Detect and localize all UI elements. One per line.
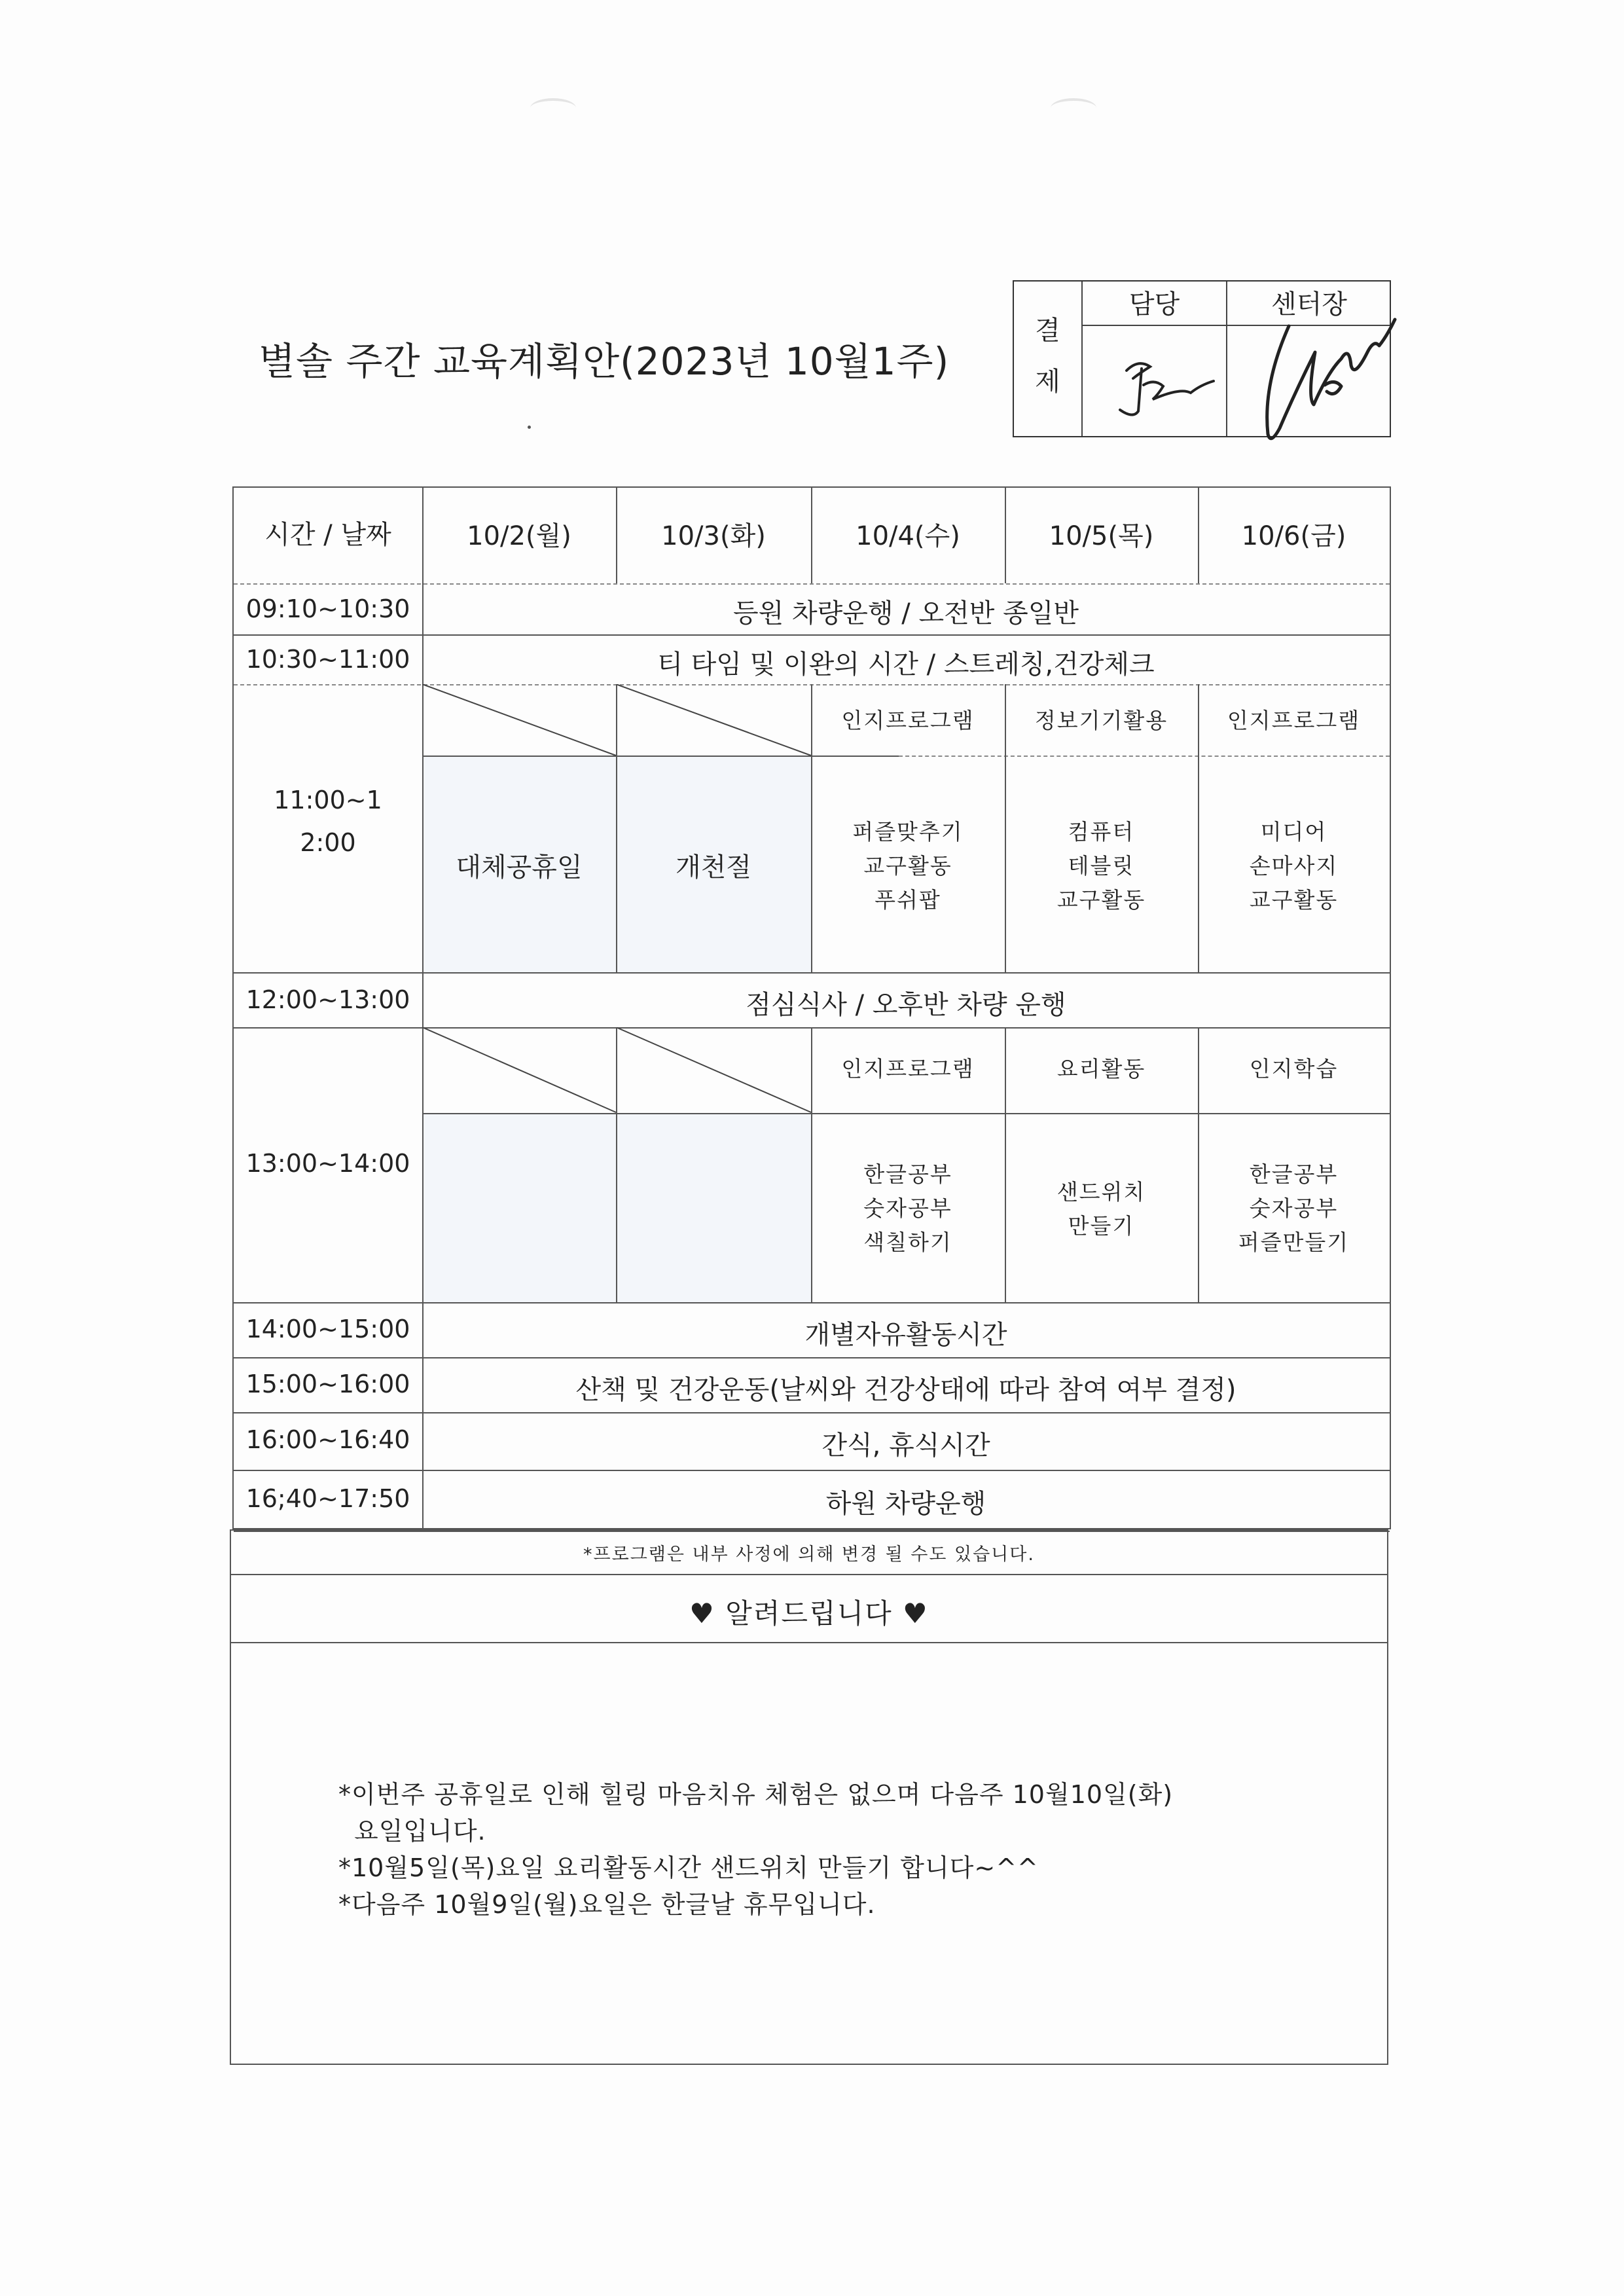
time-cell: 11:00~1 — [274, 786, 382, 814]
notice-heading — [231, 1592, 1387, 1631]
notice-line: *10월5일(목)요일 요리활동시간 샌드위치 만들기 합니다~^^ — [338, 1853, 1039, 1882]
empty-cell-slash — [422, 1027, 812, 1113]
row-divider — [234, 1470, 1390, 1471]
time-cell: 10:30~11:00 — [245, 645, 410, 674]
program-item: 한글공부 — [1249, 1161, 1339, 1187]
holiday-label: 대체공휴일 — [456, 852, 583, 883]
time-cell: 12:00~13:00 — [245, 985, 410, 1014]
activity-cell: 개별자유활동시간 — [804, 1320, 1007, 1350]
footnote-divider — [231, 1574, 1387, 1575]
activity-cell: 하원 차량운행 — [825, 1489, 986, 1519]
time-cell: 16:00~16:40 — [245, 1425, 410, 1454]
program-item: 한글공부 — [863, 1161, 952, 1187]
program-header-wed: 인지프로그램 — [841, 708, 975, 733]
punch-hole-mark — [1051, 98, 1096, 118]
header-time-date: 시간 / 날짜 — [264, 520, 391, 550]
header-day-wed: 10/4(수) — [856, 521, 960, 551]
empty-cell-slash — [422, 684, 812, 756]
header-day-mon: 10/2(월) — [467, 521, 571, 551]
approval-label-top: 결 — [1035, 316, 1060, 346]
program-item: 숫자공부 — [1249, 1195, 1339, 1221]
approval-box — [1013, 280, 1391, 437]
program-item: 교구활동 — [1249, 887, 1339, 913]
program-header-fri: 인지프로그램 — [1227, 708, 1361, 733]
holiday-label: 개천절 — [676, 852, 751, 883]
stray-dot — [528, 426, 531, 429]
program-header-wed: 인지프로그램 — [841, 1056, 975, 1082]
schedule-table — [232, 486, 1391, 1529]
program-item: 미디어 — [1260, 819, 1327, 845]
program-item: 교구활동 — [1056, 887, 1146, 913]
program-item: 교구활동 — [863, 853, 952, 879]
holiday-shading — [422, 1113, 812, 1303]
header-day-fri: 10/6(금) — [1241, 521, 1346, 551]
activity-cell: 티 타임 및 이완의 시간 / 스트레칭,건강체크 — [657, 649, 1155, 680]
approval-label-bottom: 제 — [1035, 367, 1060, 397]
program-header-thu: 정보기기활용 — [1034, 708, 1168, 733]
notice-box — [230, 1529, 1388, 2065]
time-cell: 13:00~14:00 — [245, 1149, 410, 1178]
program-item: 샌드위치 — [1056, 1179, 1146, 1205]
heart-icon: ♥ — [903, 1597, 929, 1630]
row-divider — [234, 583, 1390, 585]
heart-icon: ♥ — [689, 1597, 715, 1630]
time-cell: 15:00~16:00 — [245, 1370, 410, 1398]
row-divider — [234, 634, 1390, 636]
time-cell: 14:00~15:00 — [245, 1315, 410, 1343]
row-divider — [234, 1357, 1390, 1358]
footnote: *프로그램은 내부 사정에 의해 변경 될 수도 있습니다. — [583, 1544, 1035, 1565]
row-divider — [234, 1412, 1390, 1413]
notice-line: 요일입니다. — [354, 1817, 486, 1846]
program-item: 만들기 — [1068, 1213, 1135, 1239]
program-item: 퍼즐맞추기 — [852, 819, 964, 845]
activity-cell: 등원 차량운행 / 오전반 종일반 — [732, 598, 1079, 629]
heading-divider — [231, 1642, 1387, 1643]
row-divider — [899, 756, 1390, 757]
row-divider — [234, 1302, 1390, 1303]
document-title: 별솔 주간 교육계획안(2023년 10월1주) — [259, 339, 950, 384]
header-day-tue: 10/3(화) — [661, 521, 766, 551]
program-item: 숫자공부 — [863, 1195, 952, 1221]
time-cell: 16;40~17:50 — [245, 1484, 410, 1513]
punch-hole-mark — [530, 98, 576, 118]
program-item: 색칠하기 — [863, 1230, 952, 1255]
time-cell: 2:00 — [300, 828, 356, 857]
activity-cell: 산책 및 건강운동(날씨와 건강상태에 따라 참여 여부 결정) — [575, 1375, 1236, 1405]
row-divider — [422, 1113, 1390, 1114]
header-day-thu: 10/5(목) — [1049, 521, 1154, 551]
approval-col-manager: 담당 — [1128, 289, 1180, 319]
program-item: 테블릿 — [1068, 853, 1135, 879]
activity-cell: 간식, 휴식시간 — [821, 1430, 990, 1461]
program-item: 푸쉬팝 — [875, 887, 941, 913]
notice-line: *이번주 공휴일로 인해 힐링 마음치유 체험은 없으며 다음주 10월10일(화) — [338, 1780, 1174, 1809]
time-cell: 09:10~10:30 — [245, 594, 410, 623]
notice-line: *다음주 10월9일(월)요일은 한글날 휴무입니다. — [338, 1890, 876, 1919]
program-item: 컴퓨터 — [1068, 819, 1135, 845]
approval-col-director: 센터장 — [1271, 289, 1347, 319]
manager-signature — [1092, 333, 1223, 431]
row-divider — [234, 972, 1390, 974]
director-signature — [1236, 274, 1407, 457]
program-item: 퍼즐만들기 — [1238, 1230, 1350, 1255]
program-item: 손마사지 — [1249, 853, 1339, 879]
program-header-fri: 인지학습 — [1249, 1056, 1339, 1082]
activity-cell: 점심식사 / 오후반 차량 운행 — [746, 990, 1066, 1020]
notice-heading-text: 알려드립니다 — [725, 1597, 893, 1630]
program-header-thu: 요리활동 — [1056, 1056, 1146, 1082]
